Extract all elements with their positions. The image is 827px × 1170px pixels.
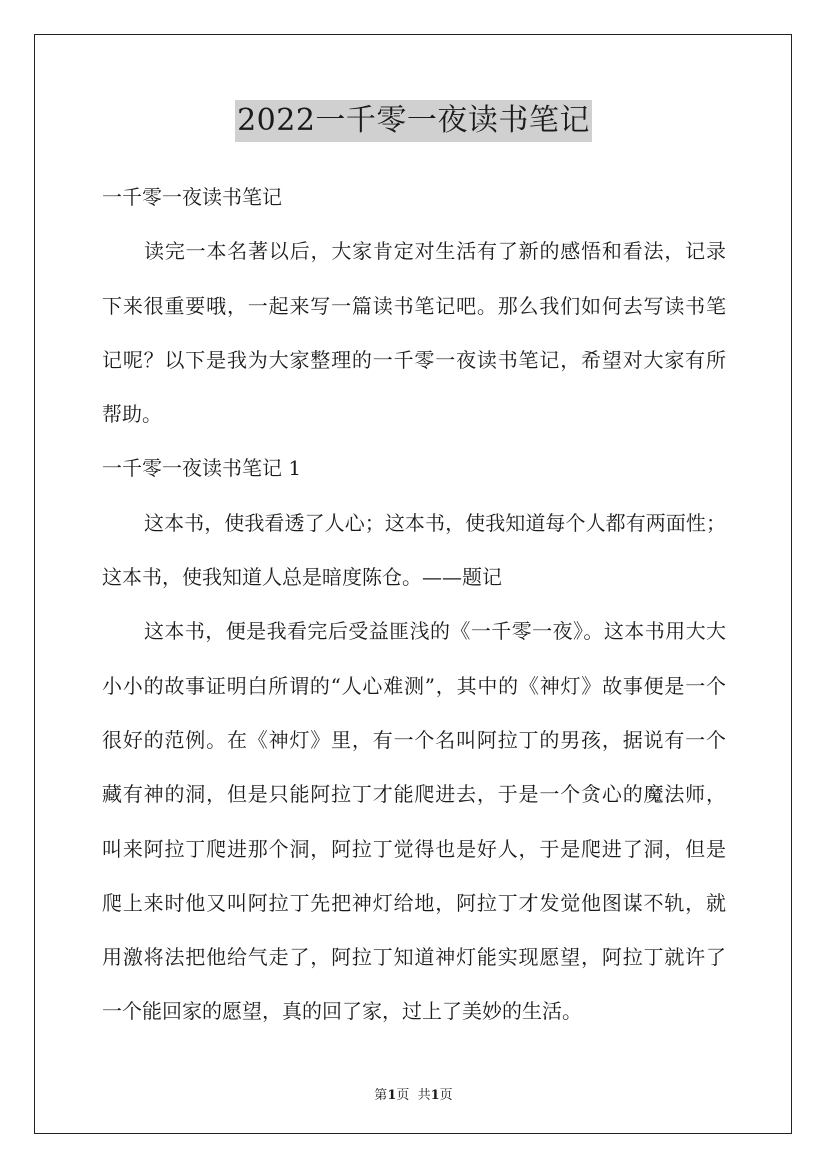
document-body (102, 170, 726, 1039)
paragraph-line: 记呢？以下是我为大家整理的一千零一夜读书笔记，希望对大家有所 (102, 347, 726, 372)
footer-middle: 页 共 (396, 1088, 431, 1103)
paragraph-line: 读完一本名著以后，大家肯定对生活有了新的感悟和看法，记录 (144, 239, 726, 264)
footer-page-number: 1 (387, 1088, 397, 1103)
paragraph-line: 这本书，使我知道人总是暗度陈仓。——题记 (102, 565, 502, 590)
footer-suffix: 页 (439, 1088, 453, 1103)
paragraph-line: 用激将法把他给气走了，阿拉丁知道神灯能实现愿望，阿拉丁就许了 (102, 945, 726, 970)
paragraph-line: 这本书，便是我看完后受益匪浅的《一千零一夜》。这本书用大大 (144, 619, 726, 644)
section-heading: 一千零一夜读书笔记 1 (102, 456, 302, 481)
paragraph-line: 一个能回家的愿望，真的回了家，过上了美妙的生活。 (102, 999, 582, 1024)
paragraph-line: 藏有神的洞，但是只能阿拉丁才能爬进去，于是一个贪心的魔法师， (102, 782, 726, 807)
document-title: 2022一千零一夜读书笔记 (235, 100, 592, 142)
paragraph-line: 下来很重要哦，一起来写一篇读书笔记吧。那么我们如何去写读书笔 (102, 293, 726, 318)
page-footer (0, 1084, 827, 1103)
paragraph-line: 爬上来时他又叫阿拉丁先把神灯给地，阿拉丁才发觉他图谋不轨，就 (102, 890, 726, 915)
section-heading: 一千零一夜读书笔记 (102, 185, 282, 209)
footer-prefix: 第 (374, 1088, 388, 1103)
title-container (0, 100, 827, 142)
paragraph-line: 叫来阿拉丁爬进那个洞，阿拉丁觉得也是好人，于是爬进了洞，但是 (102, 836, 726, 861)
footer-total-pages: 1 (430, 1088, 440, 1103)
paragraph-line: 很好的范例。在《神灯》里，有一个名叫阿拉丁的男孩，据说有一个 (102, 727, 726, 752)
paragraph-line: 小小的故事证明白所谓的“人心难测”，其中的《神灯》故事便是一个 (102, 673, 726, 698)
paragraph-line: 这本书，使我看透了人心；这本书，使我知道每个人都有两面性； (144, 510, 726, 535)
paragraph-line: 帮助。 (102, 402, 162, 427)
